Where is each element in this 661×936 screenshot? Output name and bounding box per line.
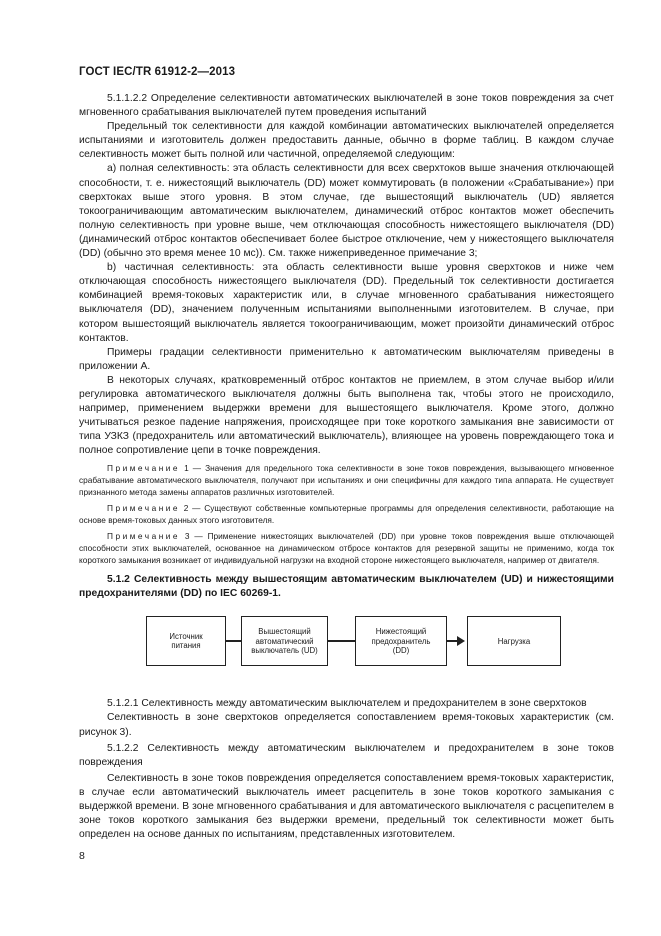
paragraph: Предельный ток селективности для каждой комбинации автоматических выключателей определяется испытаниями и изготовитель должен предоставить данные, обычно в форме таблиц. В каждом случае селективность может быть полной или частичной, определяемой следующим: [79, 121, 614, 161]
block-diagram [79, 610, 614, 688]
paragraph: Примеры градации селективности применительно к автоматическим выключателям приведены в приложении А. [79, 346, 614, 372]
paragraph: В некоторых случаях, кратковременный отброс контактов не приемлем, в этом случае выбор и/или регулировка автоматического выключателя должны быть выполнена так, чтобы этого не происходило, например, применением выдержки времени для вышестоящего выключателя. Кроме этого, должно учитываться резкое падение напряжения, происходящее при токе короткого замыкания вне зависимости от типа УЗКЗ (предохранитель или автоматический выключатель), влияющее на уровень повреждающего тока и полное сопротивление цепи в точке повреждения. [79, 374, 614, 457]
clause-5-1-2-1-title: 5.1.2.1 Селективность между автоматическим выключателем и предохранителем в зоне сверхтоков [107, 698, 587, 710]
note-1: Примечание 1 — Значения для предельного тока селективности в зоне токов повреждения, вызывающего мгновенное срабатывание автоматического выключателя, получают при испытаниях и они специфичны для каждого типа аппарата. Не существует признанного метода замены аппаратов различных изготовителей. [79, 463, 614, 497]
note-2: Примечание 2 — Существуют собственные компьютерные программы для определения селективности, работающие на основе время-токовых данных этого изготовителя. [79, 503, 614, 525]
downstream-fuse-box: Нижестоящий предохранитель (DD) [355, 616, 447, 666]
document-header: ГОСТ IEC/TR 61912-2—2013 [79, 66, 236, 78]
clause-5-1-1-2-2-title: 5.1.1.2.2 Определение селективности автоматических выключателей в зоне токов повреждения за счет мгновенного срабатывания выключателей путем проведения испытаний [79, 93, 614, 119]
paragraph: Селективность в зоне сверхтоков определяется сопоставлением время-токовых характеристик (см. рисунок 3). [79, 712, 614, 738]
power-source-box: Источник питания [146, 616, 226, 666]
note-3: Примечание 3 — Применение нижестоящих выключателей (DD) при уровне токов повреждения выше отключающей способности этих выключателей, основанное на динамическом отбросе контактов для резервной защиты не применимо, когда ток короткого замыкания возникает от индивидуальной нагрузки на входной стороне нижестоящего выключателя, например от двигателя. [79, 531, 614, 565]
upstream-breaker-box: Вышестоящий автоматический выключатель (UD) [241, 616, 328, 666]
section-heading-5-1-2: 5.1.2 Селективность между вышестоящим автоматическим выключателем (UD) и нижестоящими предохранителями (DD) по IEC 60269-1. [79, 574, 614, 600]
connector-line [226, 640, 241, 642]
document-body [79, 92, 614, 842]
list-item-a: a) полная селективность: эта область селективности для всех сверхтоков выше значения отключающей способности, т. е. нижестоящий выключатель (DD) может коммутировать (в положении «Срабатывание») при сверхтоках выше этого уровня. В этом случае, где вышестоящий выключатель (UD) является токоограничивающим автоматическим выключателем, динамический отброс контактов может обеспечить полную селективность при уровне выше, чем отключающая способность нижестоящего выключателя (DD) (динамический отброс контактов обеспечивает более быстрое отключение, чем у нижестоящего выключателя (DD) (обычно это время менее 10 мс)). См. также нижеприведенное примечание 3; [79, 163, 614, 260]
page-number: 8 [79, 850, 85, 862]
connector-line [328, 640, 355, 642]
connector-line [447, 640, 457, 642]
clause-5-1-2-2-title: 5.1.2.2 Селективность между автоматическим выключателем и предохранителем в зоне токов повреждения [79, 742, 614, 768]
list-item-b: b) частичная селективность: эта область селективности выше уровня сверхтоков и ниже чем отключающая способность нижестоящего выключателя (DD). Предельный ток селективности достигается комбинацией время-токовых характеристик или, в случае мгновенного срабатывания нижестоящего выключателя (DD), значением полученным испытаниями выполненными изготовителем. В случае, при котором вышестоящий выключатель является токоограничивающим, может произойти динамический отброс контактов. [79, 262, 614, 344]
arrow-right-icon [457, 636, 465, 646]
load-box: Нагрузка [467, 616, 561, 666]
paragraph: Селективность в зоне токов повреждения определяется сопоставлением время-токовых характеристик, в случае если автоматический выключатель имеет расцепитель в зоне токов короткого замыкания с выдержкой времени. В зоне мгновенного срабатывания и для автоматического выключателя с расцепителем в зоне токов короткого замыкания без выдержки времени, предельный ток селективности может быть определен на основе данных по испытаниям, представленных изготовителем. [79, 772, 614, 841]
